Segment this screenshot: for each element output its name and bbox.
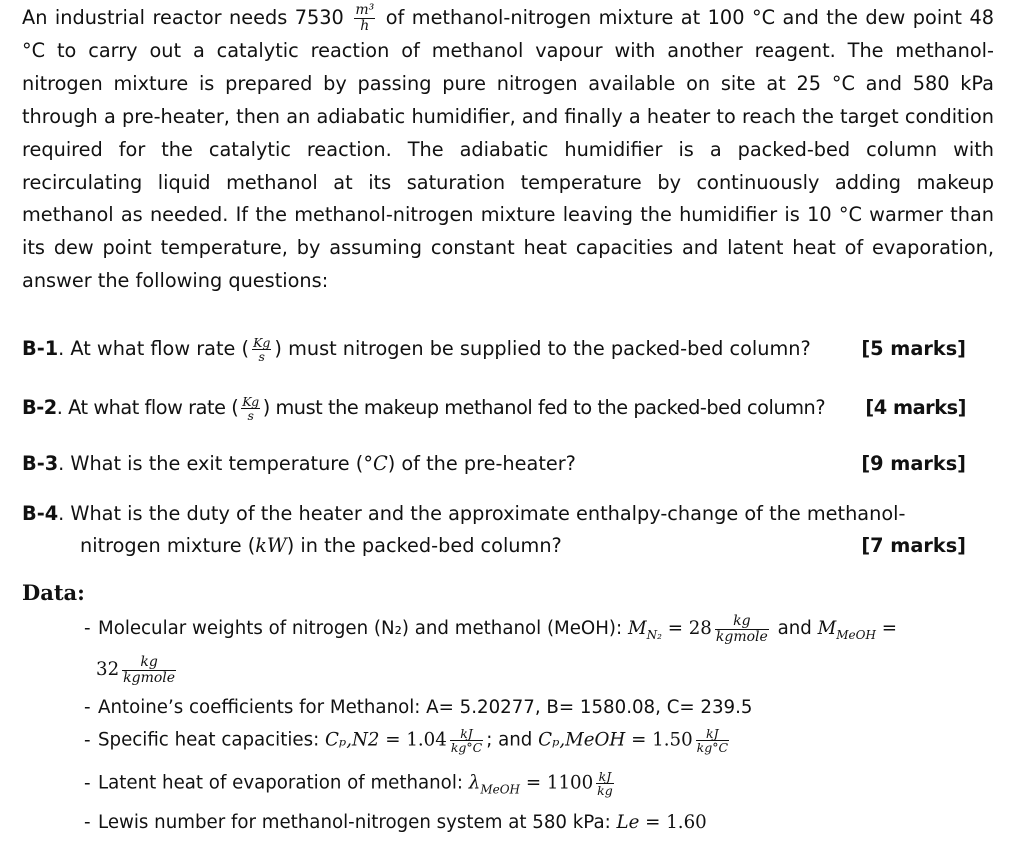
- cp-meoh-value: 1.50: [652, 729, 693, 751]
- mw-n2-equals: =: [667, 618, 683, 640]
- unit-numerator: Kg: [242, 393, 259, 409]
- cp-n2-unit: [450, 727, 483, 754]
- mw-and: and: [777, 618, 812, 640]
- question-text-post: ) must nitrogen be supplied to the packed-bed column?: [274, 337, 811, 360]
- question-marks: [7 marks]: [861, 534, 966, 557]
- question-b4: [22, 498, 966, 562]
- data-heading: Data:: [22, 580, 85, 605]
- question-text-pre: . What is the exit temperature (: [58, 452, 364, 475]
- latent-text: Latent heat of evaporation of methanol:: [98, 772, 463, 794]
- cp-n2-value: 1.04: [406, 729, 447, 751]
- flow-unit-fraction: [354, 3, 375, 33]
- question-unit-fraction: [241, 395, 259, 422]
- unit-denominator: kgmole: [123, 669, 176, 686]
- question-text-line2-pre: nitrogen mixture (: [80, 534, 256, 557]
- question-text-line2-post: ) in the packed-bed column?: [286, 534, 562, 557]
- question-text-post: ) of the pre-heater?: [387, 452, 576, 475]
- cp-meoh-unit: [696, 727, 729, 754]
- question-text-post: ) must the makeup methanol fed to the packed-bed column?: [262, 396, 826, 419]
- cp-meoh-equals: =: [631, 729, 647, 751]
- question-continuation: [22, 530, 966, 562]
- data-item-latent-heat: - Latent heat of evaporation of methanol: $\lambda_{MeOH} = 1100$ $\frac{kJ}{kg}$: [84, 769, 613, 799]
- intro-after-flow: of methanol-nitrogen mixture at 100 °C and the dew point 48 °C to carry out a catalytic reaction of methanol vapour with another reagent. The methanol-nitrogen mixture is prepared by passing pure nitrogen available on site at 25 °C and 580 kPa through a pre-heater, then an adiabatic humidifier, and finally a heater to reach the target condition required for the catalytic reaction. The adiabatic humidifier is a packed-bed column with recirculating liquid methanol at its saturation temperature by continuously adding makeup methanol as needed. If the methanol-nitrogen mixture leaving the humidifier is 10 °C warmer than its dew point temperature, by assuming constant heat capacities and latent heat of evaporation, answer the following questions:: [22, 6, 994, 293]
- unit-numerator: kJ: [596, 770, 614, 784]
- question-label: B-1: [22, 337, 59, 360]
- question-unit-fraction: [252, 336, 271, 363]
- question-marks: [9 marks]: [861, 452, 966, 475]
- lewis-value: 1.60: [666, 812, 707, 833]
- cp-text: Specific heat capacities:: [98, 729, 320, 751]
- cp-meoh-symbol: Cₚ,MeOH: [538, 729, 626, 751]
- data-item-molecular-weights: - Molecular weights of nitrogen (N₂) and methanol (MeOH): $M_{N_2} = 28$ $\frac{kg}{\text{kgmole}}$ and $M_{MeOH}$ =: [84, 613, 897, 645]
- lewis-equals: =: [645, 812, 661, 833]
- problem-statement: [22, 2, 994, 298]
- unit-denominator: s: [258, 349, 265, 364]
- question-unit: °C: [363, 452, 388, 475]
- intro-before-flow: An industrial reactor needs 7530: [22, 6, 344, 29]
- cp-separator: ; and: [486, 729, 533, 751]
- mw-meoh-equals: =: [881, 618, 897, 640]
- latent-unit: [596, 770, 614, 797]
- unit-denominator: kg: [597, 783, 613, 799]
- question-marks: [5 marks]: [861, 337, 966, 360]
- unit-denominator: kg°C: [450, 740, 483, 756]
- unit-numerator: Kg: [253, 334, 271, 350]
- question-text-pre: . At what flow rate (: [58, 337, 250, 360]
- mw-text: Molecular weights of nitrogen (N₂) and methanol (MeOH):: [98, 618, 623, 640]
- question-label: B-2: [22, 396, 57, 419]
- unit-numerator: kg: [122, 655, 176, 671]
- question-text-pre: . What is the duty of the heater and the approximate enthalpy-change of the methanol-: [58, 502, 906, 525]
- unit-denominator: kgmole: [715, 628, 768, 645]
- cp-n2-symbol: Cₚ,N2: [325, 729, 380, 751]
- unit-numerator: kJ: [696, 727, 729, 741]
- data-item-molecular-weights-cont: [96, 655, 976, 685]
- unit-numerator: kJ: [450, 727, 483, 741]
- question-b2: [22, 392, 966, 424]
- unit-numerator: kg: [715, 614, 769, 630]
- mw-n2-subscript: N₂: [646, 627, 662, 642]
- unit-denominator: kg°C: [696, 740, 729, 756]
- antoine-text: Antoine’s coefficients for Methanol: A= 5.20277, B= 1580.08, C= 239.5: [98, 697, 753, 718]
- mw-meoh-unit: [122, 655, 176, 685]
- question-b1: [22, 333, 966, 365]
- question-text-pre: . At what flow rate (: [56, 396, 239, 419]
- data-item-lewis-number: - Lewis number for methanol-nitrogen system at 580 kPa: Le = 1.60: [84, 812, 707, 833]
- lewis-text: Lewis number for methanol-nitrogen system at 580 kPa:: [98, 812, 611, 833]
- mw-n2-value: 28: [688, 618, 712, 640]
- question-unit: kW: [255, 534, 287, 557]
- question-label: B-4: [22, 502, 59, 525]
- question-marks: [4 marks]: [865, 396, 966, 419]
- mw-meoh-subscript: MeOH: [836, 627, 876, 642]
- latent-value: 1100: [546, 772, 594, 794]
- latent-symbol: λ: [468, 772, 481, 794]
- mw-n2-symbol: M: [627, 618, 647, 640]
- question-label: B-3: [22, 452, 59, 475]
- mw-n2-unit: [715, 614, 769, 644]
- data-item-antoine: - Antoine’s coefficients for Methanol: A= 5.20277, B= 1580.08, C= 239.5: [84, 697, 753, 718]
- cp-n2-equals: =: [385, 729, 401, 751]
- lewis-symbol: Le: [616, 812, 640, 833]
- mw-meoh-symbol: M: [817, 618, 837, 640]
- mw-meoh-value: 32: [96, 659, 120, 681]
- unit-denominator: s: [247, 408, 254, 423]
- flow-unit-numerator: m³: [355, 2, 375, 19]
- latent-subscript: MeOH: [480, 782, 521, 797]
- question-b3: [22, 448, 966, 480]
- latent-equals: =: [525, 772, 542, 794]
- data-item-heat-capacities: - Specific heat capacities: Cₚ,N2 = 1.04 $\frac{kJ}{kg^\circ C}$ ; and Cₚ,MeOH = 1.50 $\frac{kJ}{kg^\circ C}$: [84, 726, 729, 756]
- flow-unit-denominator: h: [360, 18, 370, 34]
